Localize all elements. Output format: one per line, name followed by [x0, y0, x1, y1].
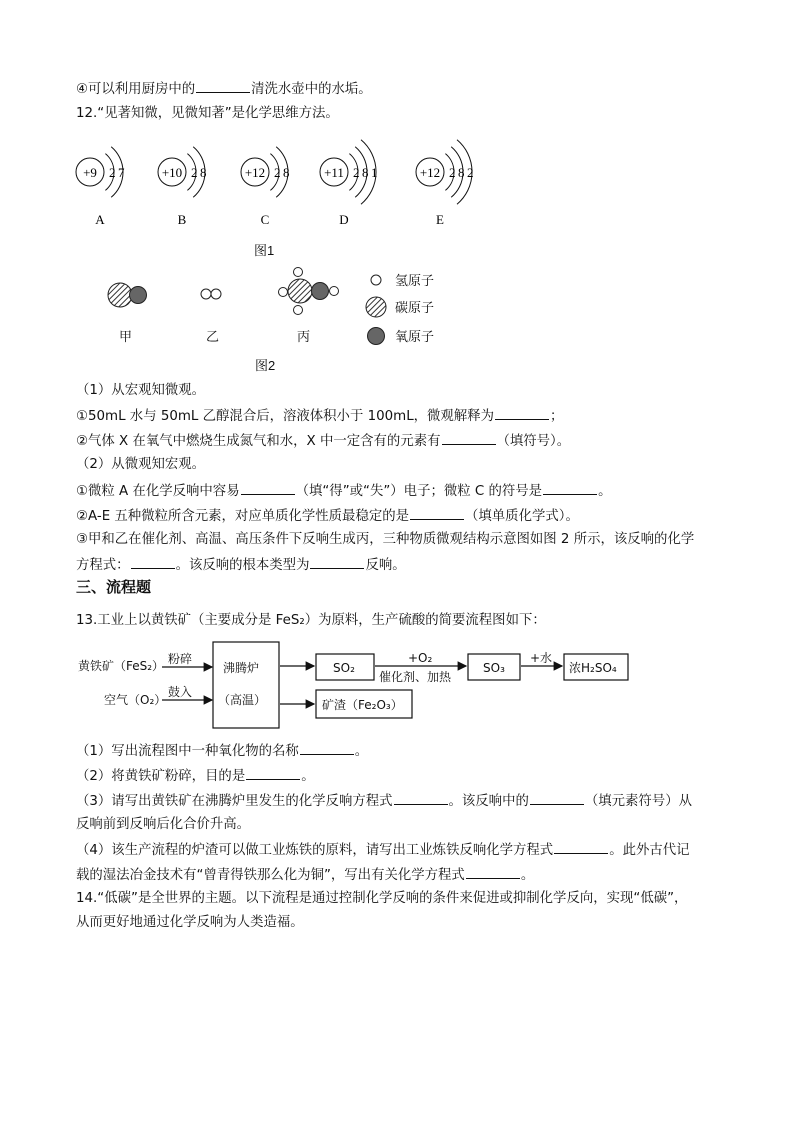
figure-1-caption: 图1 — [254, 243, 275, 258]
flow-furnace-cond: （高温） — [218, 693, 267, 707]
flow-so3: SO₃ — [483, 661, 505, 675]
question-14: 14.“低碳”是全世界的主题。以下流程是通过控制化学反响的条件来促进或抑制化学反向，实现“低碳”， — [76, 891, 688, 906]
shell-count: 8 — [458, 165, 465, 180]
part-2-q3-cont: 方程式： 。该反响的根本类型为 反响。 — [76, 555, 406, 575]
figure-1 — [70, 130, 510, 260]
part-1-q2: ②气体 X 在氧气中燃烧生成氮气和水，X 中一定含有的元素有 （填符号）。 — [76, 431, 570, 451]
flow-blow: 鼓入 — [168, 685, 193, 699]
atom-C — [241, 147, 290, 227]
answer-blank[interactable] — [246, 766, 300, 780]
answer-blank[interactable] — [543, 481, 597, 495]
shell-count: 8 — [283, 165, 290, 180]
flow-furnace-box — [213, 642, 279, 728]
atom-label: D — [339, 212, 349, 227]
shell-count: 2 — [191, 165, 198, 180]
shell-count: 7 — [118, 165, 125, 180]
flow-o2: +O₂ — [408, 651, 433, 665]
legend — [366, 273, 434, 345]
flow-so2: SO₂ — [333, 661, 355, 675]
molecule-bing — [279, 268, 339, 315]
answer-blank[interactable] — [410, 506, 464, 520]
legend-carbon: 碳原子 — [395, 300, 435, 315]
molecule-label-jia: 甲 — [119, 329, 133, 344]
shell-count: 2 — [274, 165, 281, 180]
atom-A — [76, 147, 125, 227]
answer-blank[interactable] — [530, 791, 584, 805]
question-14-cont: 从而更好地通过化学反响为人类造福。 — [76, 915, 304, 930]
q13-part-3-cont: 反响前到反响后化合价升高。 — [76, 817, 251, 832]
shell-count: 2 — [109, 165, 116, 180]
flow-catalyst: 催化剂、加热 — [379, 670, 452, 684]
question-13: 13.工业上以黄铁矿（主要成分是 FeS₂）为原料，生产硫酸的简要流程图如下： — [76, 613, 546, 628]
q13-part-1: （1）写出流程图中一种氧化物的名称 。 — [76, 741, 368, 761]
shell-count: 2 — [449, 165, 456, 180]
legend-oxygen: 氧原子 — [395, 329, 435, 344]
molecule-label-bing: 丙 — [297, 329, 311, 344]
section-3-heading: 三、流程题 — [76, 578, 152, 596]
molecule-label-yi: 乙 — [206, 329, 220, 344]
flow-chart — [70, 638, 650, 738]
shell-count: 1 — [371, 165, 378, 180]
part-1-heading: （1）从宏观知微观。 — [76, 383, 206, 398]
atom-E — [416, 140, 474, 227]
shell-count: 2 — [353, 165, 360, 180]
legend-hydrogen: 氢原子 — [395, 273, 435, 288]
part-2-q1: ①微粒 A 在化学反响中容易 （填“得”或“失”）电子；微粒 C 的符号是 。 — [76, 481, 611, 501]
nucleus-charge: +12 — [419, 165, 441, 180]
figure-2-caption: 图2 — [255, 358, 276, 373]
flow-crush: 粉碎 — [168, 652, 193, 666]
molecule-yi — [201, 289, 221, 299]
atom-D — [320, 140, 378, 227]
shell-count: 8 — [362, 165, 369, 180]
answer-blank[interactable] — [241, 481, 295, 495]
nucleus-charge: +10 — [161, 165, 183, 180]
question-12: 12.“见著知微，见微知著”是化学思维方法。 — [76, 106, 339, 121]
answer-blank[interactable] — [495, 406, 549, 420]
flow-air: 空气（O₂） — [104, 693, 167, 707]
answer-blank[interactable] — [310, 555, 364, 569]
flow-furnace: 沸腾炉 — [223, 661, 260, 675]
q13-part-4-cont: 载的湿法冶金技术有“曾青得铁那么化为铜”，写出有关化学方程式 。 — [76, 865, 534, 885]
flow-ore: 黄铁矿（FeS₂） — [78, 659, 165, 673]
nucleus-charge: +12 — [244, 165, 266, 180]
answer-blank[interactable] — [131, 555, 175, 569]
part-2-q3: ③甲和乙在催化剂、高温、高压条件下反响生成丙，三种物质微观结构示意图如图 2 所示，该反响的化学 — [76, 532, 695, 547]
shell-count: 2 — [467, 165, 474, 180]
atom-label: B — [177, 212, 187, 227]
q13-part-4: （4）该生产流程的炉渣可以做工业炼铁的原料，请写出工业炼铁反响化学方程式 。此外古代记 — [76, 840, 690, 860]
part-2-heading: （2）从微观知宏观。 — [76, 457, 206, 472]
answer-blank[interactable] — [466, 865, 520, 879]
part-2-q2: ②A-E 五种微粒所含元素，对应单质化学性质最稳定的是 （填单质化学式）。 — [76, 506, 579, 526]
flow-water: +水 — [530, 651, 553, 665]
molecule-jia — [108, 283, 147, 307]
flow-slag: 矿渣（Fe₂O₃） — [322, 698, 403, 712]
atom-B — [158, 147, 207, 227]
answer-blank[interactable] — [300, 741, 354, 755]
q13-part-2: （2）将黄铁矿粉碎，目的是 。 — [76, 766, 315, 786]
figure-2 — [95, 262, 455, 377]
shell-count: 8 — [200, 165, 207, 180]
atom-label: A — [95, 212, 105, 227]
q13-part-3: （3）请写出黄铁矿在沸腾炉里发生的化学反响方程式 。该反响中的 （填元素符号）从 — [76, 791, 692, 811]
line-4: ④可以利用厨房中的 清洗水壶中的水垢。 — [76, 79, 372, 99]
answer-blank[interactable] — [442, 431, 496, 445]
flow-acid: 浓H₂SO₄ — [569, 661, 617, 675]
answer-blank[interactable] — [196, 79, 250, 93]
part-1-q1: ①50mL 水与 50mL 乙醇混合后，溶液体积小于 100mL，微观解释为 ； — [76, 406, 563, 426]
nucleus-charge: +9 — [83, 165, 97, 180]
nucleus-charge: +11 — [324, 165, 344, 180]
atom-label: E — [436, 212, 444, 227]
answer-blank[interactable] — [394, 791, 448, 805]
atom-label: C — [260, 212, 270, 227]
answer-blank[interactable] — [554, 840, 608, 854]
